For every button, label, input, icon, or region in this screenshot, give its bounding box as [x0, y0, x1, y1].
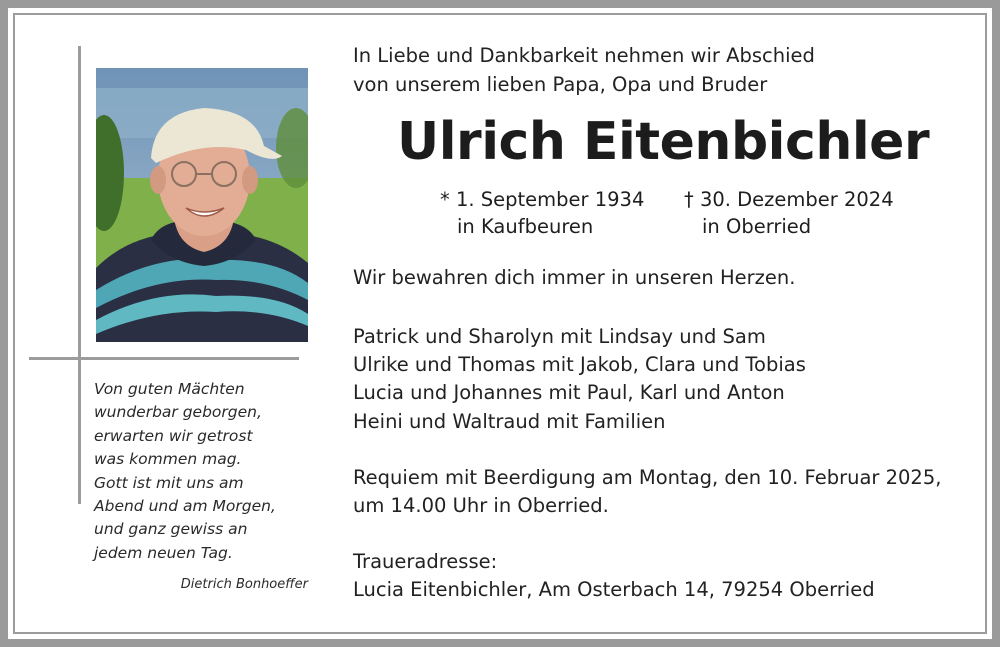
portrait-photo — [96, 68, 308, 342]
birth-place: in Kaufbeuren — [457, 215, 594, 238]
intro-line: In Liebe und Dankbarkeit nehmen wir Abschied — [353, 44, 815, 67]
mourner-line: Patrick und Sharolyn mit Lindsay und Sam — [353, 325, 766, 348]
address-value: Lucia Eitenbichler, Am Osterbach 14, 79254 Oberried — [353, 578, 875, 602]
intro-text — [353, 42, 815, 99]
bonhoeffer-quote — [94, 378, 314, 565]
mourners-list — [353, 323, 806, 436]
quote-line: Von guten Mächten — [94, 380, 245, 398]
deceased-name: Ulrich Eitenbichler — [397, 112, 930, 172]
death-place: in Oberried — [702, 215, 812, 238]
funeral-info — [353, 464, 941, 520]
quote-line: was kommen mag. — [94, 450, 242, 469]
intro-line: von unserem lieben Papa, Opa und Bruder — [353, 72, 768, 96]
obituary-card — [8, 8, 992, 639]
cross-horizontal-bar — [29, 357, 299, 360]
cross-vertical-bar — [78, 46, 81, 504]
birth-info — [440, 186, 644, 240]
quote-author: Dietrich Bonhoeffer — [180, 577, 308, 592]
quote-line: Gott ist mit uns am — [94, 473, 244, 492]
quote-line: jedem neuen Tag. — [94, 543, 233, 562]
address-label: Traueradresse: — [353, 550, 498, 573]
quote-line: Abend und am Morgen, — [94, 497, 276, 516]
quote-line: erwarten wir getrost — [94, 426, 253, 445]
mourning-address — [353, 548, 875, 604]
death-info — [684, 186, 894, 240]
death-date: † 30. Dezember 2024 — [684, 188, 894, 211]
mourner-line: Heini und Waltraud mit Familien — [353, 409, 666, 433]
quote-line: und ganz gewiss an — [94, 520, 248, 539]
funeral-line: Requiem mit Beerdigung am Montag, den 10. Februar 2025, — [353, 466, 942, 489]
motto-text: Wir bewahren dich immer in unseren Herzen. — [353, 266, 796, 289]
mourner-line: Ulrike und Thomas mit Jakob, Clara und Tobias — [353, 353, 806, 377]
mourner-line: Lucia und Johannes mit Paul, Karl und Anton — [353, 381, 785, 405]
funeral-line: um 14.00 Uhr in Oberried. — [353, 494, 609, 518]
birth-date: * 1. September 1934 — [440, 188, 645, 211]
quote-line: wunderbar geborgen, — [94, 403, 262, 422]
